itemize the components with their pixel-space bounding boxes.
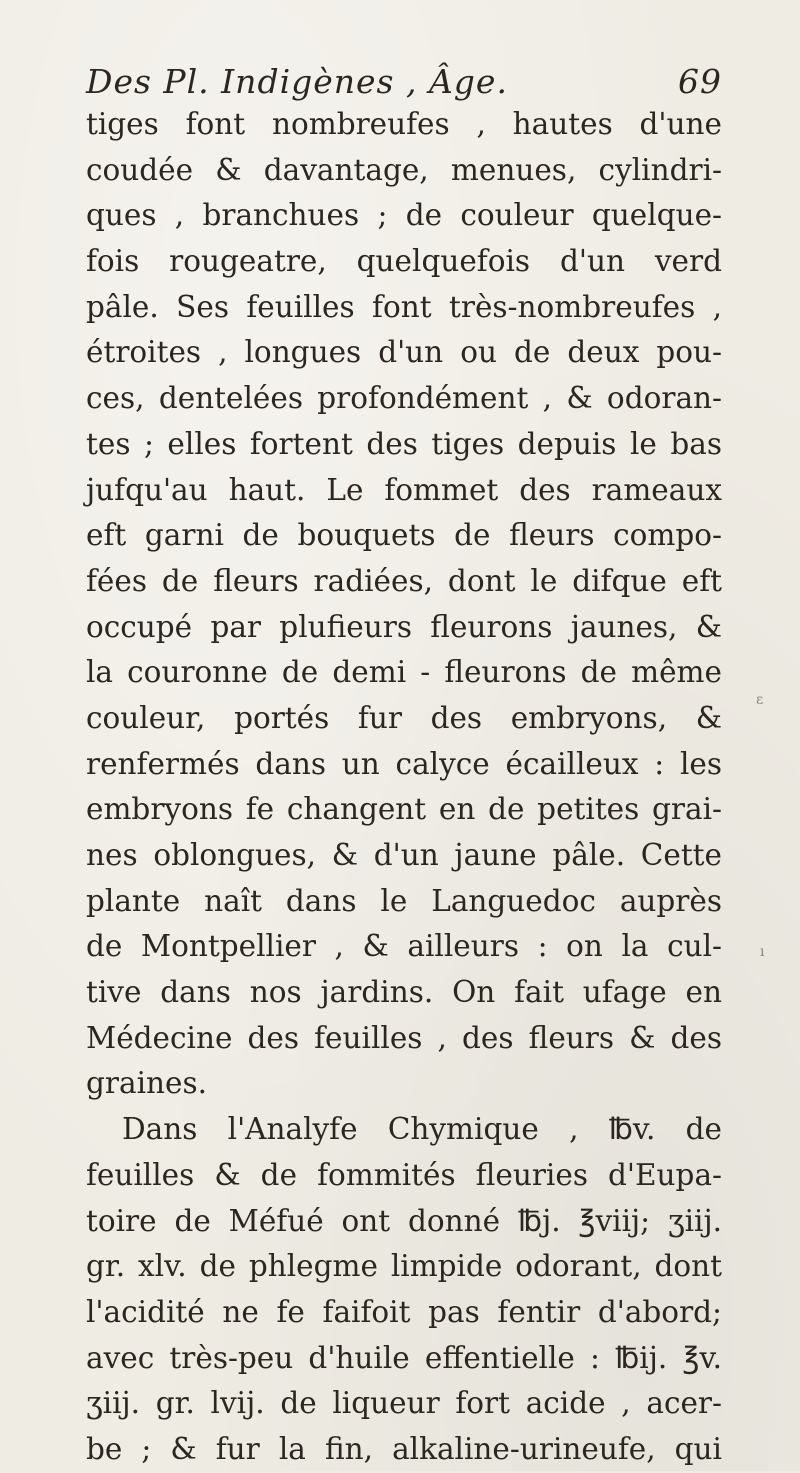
text-line: l'acidité ne fe faifoit pas fentir d'abord; <box>86 1294 722 1329</box>
margin-mark: ı <box>760 944 765 960</box>
text-line: Médecine des feuilles , des fleurs & des <box>86 1020 722 1055</box>
text-line: jufqu'au haut. Le fommet des rameaux <box>86 472 722 507</box>
text-line: tiges font nombreufes , hautes d'une <box>86 107 722 141</box>
text-line: ques , branchues ; de couleur quelque- <box>86 198 722 233</box>
text-line: nes oblongues, & d'un jaune pâle. Cette <box>86 838 722 872</box>
page-number: 69 <box>678 62 722 101</box>
text-line: coudée & davantage, menues, cylindri- <box>86 152 722 187</box>
text-line: eft garni de bouquets de fleurs compo- <box>86 518 722 553</box>
text-line: couleur, portés fur des embryons, & <box>86 700 722 735</box>
text-line: avec très-peu d'huile effentielle : ℔ij. ℥v. <box>86 1340 722 1375</box>
text-line: renfermés dans un calyce écailleux : les <box>86 746 722 781</box>
text-line: de Montpellier , & ailleurs : on la cul- <box>86 929 722 964</box>
text-line: embryons fe changent en de petites grai- <box>86 792 722 827</box>
text-line: occupé par plufieurs fleurons jaunes, & <box>86 609 722 644</box>
text-line: ces, dentelées profondément , & odoran- <box>86 381 722 416</box>
running-title: Des Pl. Indigènes , Âge. <box>86 62 508 101</box>
text-line: toire de Méfué ont donné ℔j. ℥viij; ʒiij. <box>86 1203 722 1238</box>
text-line: fois rougeatre, quelquefois d'un verd <box>86 244 722 279</box>
text-line: tes ; elles fortent des tiges depuis le bas <box>86 426 722 461</box>
text-line: Dans l'Analyfe Chymique , ℔v. de <box>122 1112 722 1147</box>
text-line: be ; & fur la fin, alkaline-urineufe, qui <box>86 1431 722 1466</box>
text-line: étroites , longues d'un ou de deux pou- <box>86 335 722 370</box>
text-line: feuilles & de fommités fleuries d'Eupa- <box>86 1157 722 1192</box>
text-line: gr. xlv. de phlegme limpide odorant, dont <box>86 1249 722 1284</box>
text-line: la couronne de demi - fleurons de même <box>86 655 722 690</box>
body-text <box>86 102 722 1473</box>
margin-mark: ɛ <box>756 692 764 708</box>
text-line: graines. <box>86 1066 207 1101</box>
text-line: tive dans nos jardins. On fait ufage en <box>86 975 722 1010</box>
text-line: plante naît dans le Languedoc auprès <box>86 883 722 918</box>
text-line: fées de fleurs radiées, dont le difque eft <box>86 563 722 598</box>
text-line: pâle. Ses feuilles font très-nombreufes , <box>86 289 722 324</box>
text-line: ʒiij. gr. lvij. de liqueur fort acide , acer- <box>86 1386 722 1421</box>
